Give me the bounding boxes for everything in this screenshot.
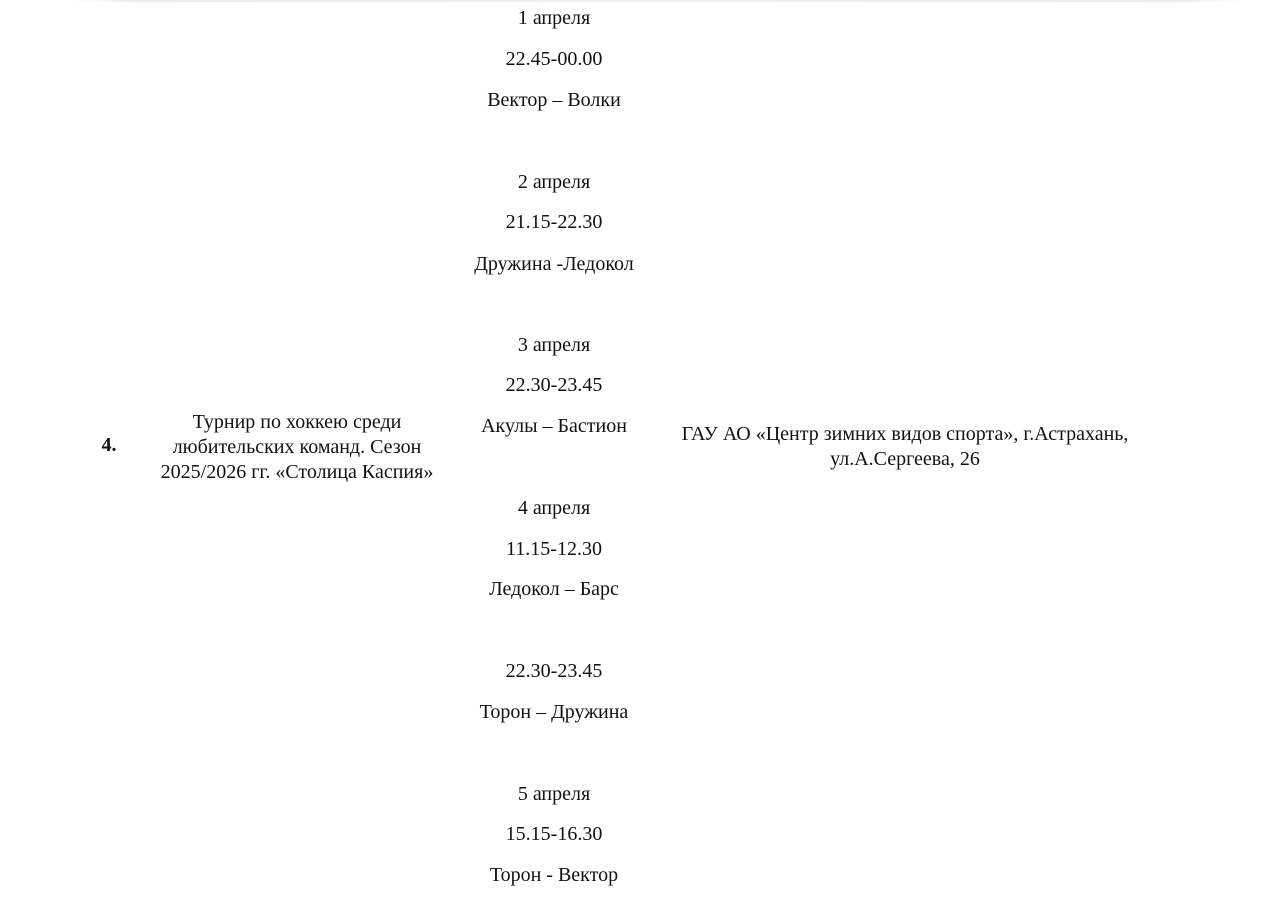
schedule-time: 22.45-00.00 <box>505 48 603 70</box>
event-name-line: 2025/2026 гг. «Столица Каспия» <box>160 461 434 483</box>
schedule-time: 22.30-23.45 <box>505 660 603 682</box>
table-top-border <box>72 0 1244 2</box>
venue-line: ул.А.Сергеева, 26 <box>830 448 980 470</box>
schedule-match: Торон - Вектор <box>489 864 619 886</box>
schedule-date: 5 апреля <box>517 783 591 805</box>
schedule-time: 22.30-23.45 <box>505 374 603 396</box>
event-name-line: Турнир по хоккею среди <box>192 411 402 433</box>
schedule-date: 4 апреля <box>517 497 591 519</box>
schedule-match: Ледокол – Барс <box>489 578 619 600</box>
event-name-cell <box>138 410 456 485</box>
schedule-time: 15.15-16.30 <box>505 823 603 845</box>
schedule-match: Дружина -Ледокол <box>474 253 634 275</box>
schedule-date: 2 апреля <box>517 171 591 193</box>
schedule-date: 3 апреля <box>517 334 591 356</box>
event-name-line: любительских команд. Сезон <box>172 436 422 458</box>
schedule-time: 21.15-22.30 <box>505 211 603 233</box>
schedule-match: Торон – Дружина <box>479 701 629 723</box>
schedule-time: 11.15-12.30 <box>506 538 602 560</box>
venue-line: ГАУ АО «Центр зимних видов спорта», г.Астрахань, <box>681 423 1129 445</box>
schedule-match: Вектор – Волки <box>487 89 621 111</box>
row-number: 4. <box>101 434 117 456</box>
venue-cell <box>650 422 1160 472</box>
schedule-match: Акулы – Бастион <box>481 415 627 437</box>
schedule-date: 1 апреля <box>517 7 591 29</box>
